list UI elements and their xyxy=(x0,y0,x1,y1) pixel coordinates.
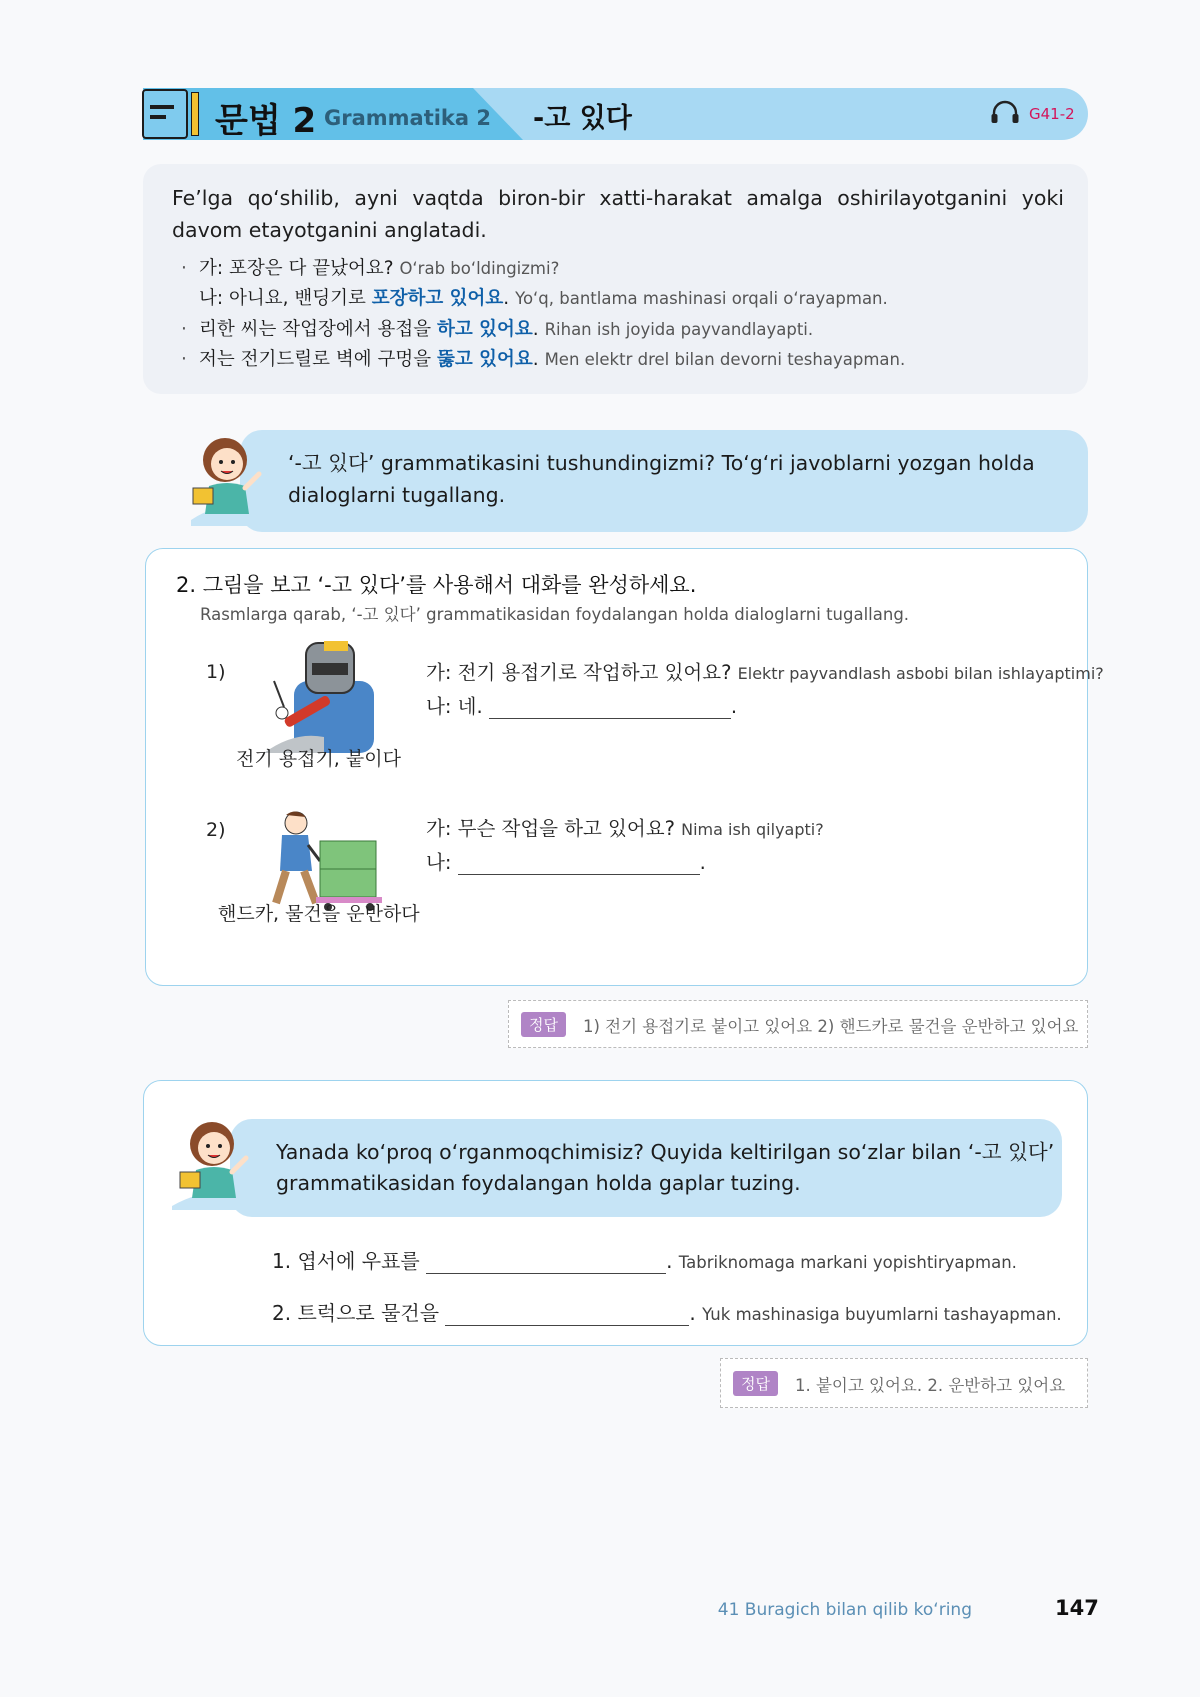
example-line: · 리한 씨는 작업장에서 용접을 하고 있어요. Rihan ish joyida payvandlayapti. xyxy=(181,319,814,340)
teacher-character-icon xyxy=(183,428,275,526)
answer-blank[interactable] xyxy=(445,1305,689,1326)
bubble1-line2: dialoglarni tugallang. xyxy=(288,483,506,507)
example-line: · 저는 전기드릴로 벽에 구멍을 뚫고 있어요. Men elektr drel bilan devorni teshayapman. xyxy=(181,349,906,370)
teacher-character-icon xyxy=(170,1112,262,1210)
practice-sentence: 2. 트럭으로 물건을 . Yuk mashinasiga buyumlarni tashayapman. xyxy=(272,1301,1062,1325)
example-line: · 가: 포장은 다 끝났어요? O‘rab bo‘ldingizmi? xyxy=(181,258,560,279)
handcart-illustration-icon xyxy=(256,811,386,911)
answer-blank[interactable] xyxy=(458,854,700,875)
grammar-header xyxy=(143,88,1088,140)
explanation-text: Fe’lga qo‘shilib, ayni vaqtda biron-bir xatti-harakat amalga oshirilayotganini yoki davom etayotganini anglatadi. xyxy=(172,186,1064,242)
item-caption: 핸드카, 물건을 운반하다 xyxy=(218,903,420,925)
page-number: 147 xyxy=(1055,1596,1099,1620)
exercise-subtitle: Rasmlarga qarab, ‘-고 있다’ grammatikasidan foydalangan holda dialoglarni tugallang. xyxy=(200,605,910,624)
answer-tag: 정답 xyxy=(521,1012,566,1037)
lesson-label: 문법 2 xyxy=(215,101,317,141)
practice-sentence: 1. 엽서에 우표를 . Tabriknomaga markani yopishtiryapman. xyxy=(272,1249,1017,1273)
grammar-pattern: -고 있다 xyxy=(533,103,632,134)
answer-blank[interactable] xyxy=(489,698,731,719)
item-number: 1) xyxy=(206,661,226,683)
answer-tag: 정답 xyxy=(733,1371,778,1396)
dialog-answer: 나: . xyxy=(426,851,706,874)
practice-box xyxy=(143,1080,1088,1346)
welder-illustration-icon xyxy=(254,641,384,753)
answer-text: 1) 전기 용접기로 붙이고 있어요 2) 핸드카로 물건을 운반하고 있어요 xyxy=(583,1017,1079,1036)
dialog-question: 가: 전기 용접기로 작업하고 있어요? Elektr payvandlash asbobi bilan ishlayaptimi? xyxy=(426,661,1104,684)
answer-blank[interactable] xyxy=(426,1253,666,1274)
grammar-explanation xyxy=(143,164,1088,394)
dialog-answer: 나: 네. . xyxy=(426,695,738,718)
headphones-icon[interactable] xyxy=(990,100,1020,124)
item-number: 2) xyxy=(206,819,226,841)
item-caption: 전기 용접기, 붙이다 xyxy=(236,748,401,770)
dialog-question: 가: 무슨 작업을 하고 있어요? Nima ish qilyapti? xyxy=(426,817,824,840)
bubble1-line1: ‘-고 있다’ grammatikasini tushundingizmi? To‘g‘ri javoblarni yozgan holda xyxy=(288,451,1035,475)
answer-key xyxy=(720,1358,1088,1408)
bubble2-line1: Yanada ko‘proq o‘rganmoqchimisiz? Quyida keltirilgan so‘zlar bilan ‘-고 있다’ xyxy=(276,1140,1055,1164)
book-icon xyxy=(142,89,188,139)
answer-text: 1. 붙이고 있어요. 2. 운반하고 있어요 xyxy=(795,1376,1066,1395)
audio-track[interactable]: G41-2 xyxy=(1029,105,1075,123)
example-line: 나: 아니요, 밴딩기로 포장하고 있어요. Yo‘q, bantlama mashinasi orqali o‘rayapman. xyxy=(199,288,888,309)
chapter-title: 41 Buragich bilan qilib ko‘ring xyxy=(717,1600,972,1620)
exercise-title: 2. 그림을 보고 ‘-고 있다’를 사용해서 대화를 완성하세요. xyxy=(176,573,697,597)
pencil-icon xyxy=(191,92,199,136)
answer-key xyxy=(508,1000,1088,1048)
exercise-box xyxy=(145,548,1104,986)
bubble2-line2: grammatikasidan foydalangan holda gaplar tuzing. xyxy=(276,1171,801,1195)
lesson-sub: Grammatika 2 xyxy=(324,106,491,130)
